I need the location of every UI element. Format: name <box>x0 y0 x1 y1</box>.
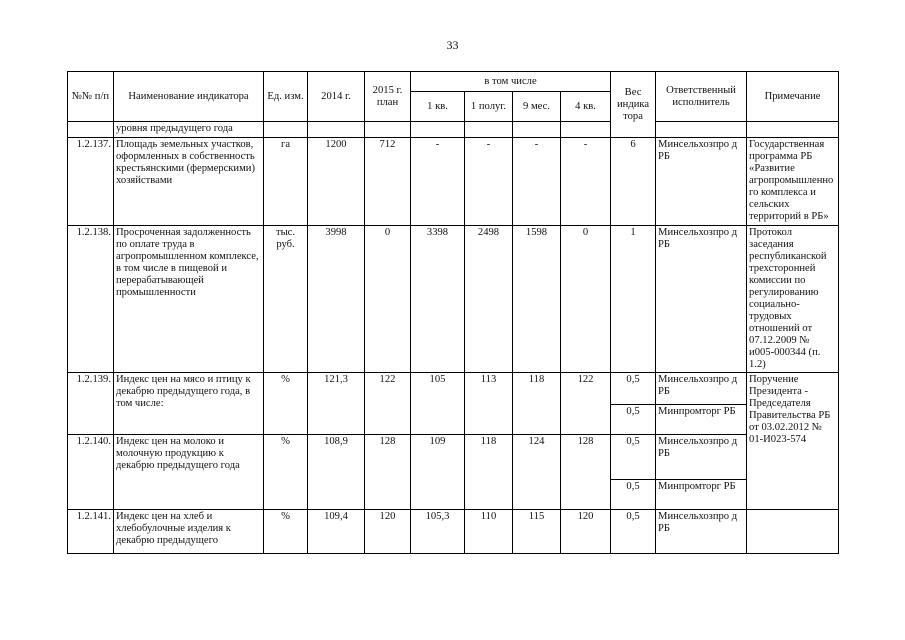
header-q4: 4 кв. <box>561 92 611 122</box>
row-h1: 2498 <box>465 226 513 373</box>
row-q1: 109 <box>411 435 465 510</box>
table-row-continuation <box>68 122 839 138</box>
row-2015: 712 <box>365 138 411 226</box>
row-q4: - <box>561 138 611 226</box>
row-h1: 118 <box>465 435 513 510</box>
row-2014: 121,3 <box>308 373 365 435</box>
row-responsible: Минпромторг РБ <box>656 480 747 510</box>
row-responsible: Минсельхозпро д РБ <box>656 138 747 226</box>
row-unit: % <box>264 373 308 435</box>
row-weight: 0,5 <box>611 373 656 405</box>
row-unit: % <box>264 435 308 510</box>
row-responsible: Минсельхозпро д РБ <box>656 435 747 480</box>
continuation-name: уровня предыдущего года <box>114 122 264 138</box>
row-weight: 6 <box>611 138 656 226</box>
row-q1: 105 <box>411 373 465 435</box>
table-row <box>68 435 839 480</box>
row-unit: га <box>264 138 308 226</box>
row-responsible: Минпромторг РБ <box>656 405 747 435</box>
row-weight: 0,5 <box>611 405 656 435</box>
indicators-table <box>67 71 839 554</box>
row-q1: 105,3 <box>411 510 465 554</box>
row-h1: 113 <box>465 373 513 435</box>
row-2015: 128 <box>365 435 411 510</box>
row-2014: 109,4 <box>308 510 365 554</box>
row-2015: 120 <box>365 510 411 554</box>
row-responsible: Минсельхозпро д РБ <box>656 373 747 405</box>
row-note-empty <box>747 510 839 554</box>
row-m9: 118 <box>513 373 561 435</box>
header-responsible: Ответственный исполнитель <box>656 72 747 122</box>
row-weight: 0,5 <box>611 480 656 510</box>
row-unit: % <box>264 510 308 554</box>
row-2015: 122 <box>365 373 411 435</box>
row-h1: 110 <box>465 510 513 554</box>
row-num: 1.2.140. <box>68 435 114 510</box>
row-2015: 0 <box>365 226 411 373</box>
row-num: 1.2.138. <box>68 226 114 373</box>
header-in-total: в том числе <box>411 72 611 92</box>
header-2014: 2014 г. <box>308 72 365 122</box>
row-m9: - <box>513 138 561 226</box>
header-h1: 1 полуг. <box>465 92 513 122</box>
page-number: 33 <box>446 38 459 52</box>
row-note: Поручение Президента - Председателя Правительства РБ от 03.02.2012 № 01-И023-574 <box>747 373 839 510</box>
row-m9: 124 <box>513 435 561 510</box>
row-q4: 122 <box>561 373 611 435</box>
row-note: Государственная программа РБ «Развитие агропромышленно го комплекса и сельских территорий в РБ» <box>747 138 839 226</box>
row-q1: 3398 <box>411 226 465 373</box>
row-q4: 120 <box>561 510 611 554</box>
header-name: Наименование индикатора <box>114 72 264 122</box>
row-m9: 1598 <box>513 226 561 373</box>
header-m9: 9 мес. <box>513 92 561 122</box>
row-num: 1.2.141. <box>68 510 114 554</box>
header-num: №№ п/п <box>68 72 114 122</box>
row-m9: 115 <box>513 510 561 554</box>
header-row <box>68 72 839 92</box>
row-note: Протокол заседания республиканской трехсторонней комиссии по регулированию социально-трудовых отношений от 07.12.2009 № и005-000344 (п. 1.2) <box>747 226 839 373</box>
row-q4: 0 <box>561 226 611 373</box>
row-unit: тыс. руб. <box>264 226 308 373</box>
row-name: Просроченная задолженность по оплате труда в агропромышленном комплексе, в том числе в пищевой и перерабатывающей промышленности <box>114 226 264 373</box>
row-name: Индекс цен на молоко и молочную продукцию к декабрю предыдущего года <box>114 435 264 510</box>
header-unit: Ед. изм. <box>264 72 308 122</box>
row-name: Площадь земельных участков, оформленных в собственность крестьянскими (фермерскими) хозяйствами <box>114 138 264 226</box>
row-num: 1.2.137. <box>68 138 114 226</box>
row-q4: 128 <box>561 435 611 510</box>
row-num: 1.2.139. <box>68 373 114 435</box>
header-note: Примечание <box>747 72 839 122</box>
header-weight: Вес индика тора <box>611 72 656 138</box>
row-2014: 3998 <box>308 226 365 373</box>
row-responsible: Минсельхозпро д РБ <box>656 226 747 373</box>
row-q1: - <box>411 138 465 226</box>
table-row <box>68 373 839 405</box>
row-weight: 1 <box>611 226 656 373</box>
header-q1: 1 кв. <box>411 92 465 122</box>
header-2015: 2015 г. план <box>365 72 411 122</box>
row-weight: 0,5 <box>611 435 656 480</box>
table-row <box>68 226 839 373</box>
row-responsible: Минсельхозпро д РБ <box>656 510 747 554</box>
row-2014: 108,9 <box>308 435 365 510</box>
table-row <box>68 138 839 226</box>
table-row <box>68 510 839 554</box>
row-name: Индекс цен на хлеб и хлебобулочные изделия к декабрю предыдущего <box>114 510 264 554</box>
row-name: Индекс цен на мясо и птицу к декабрю предыдущего года, в том числе: <box>114 373 264 435</box>
row-weight: 0,5 <box>611 510 656 554</box>
row-h1: - <box>465 138 513 226</box>
row-2014: 1200 <box>308 138 365 226</box>
